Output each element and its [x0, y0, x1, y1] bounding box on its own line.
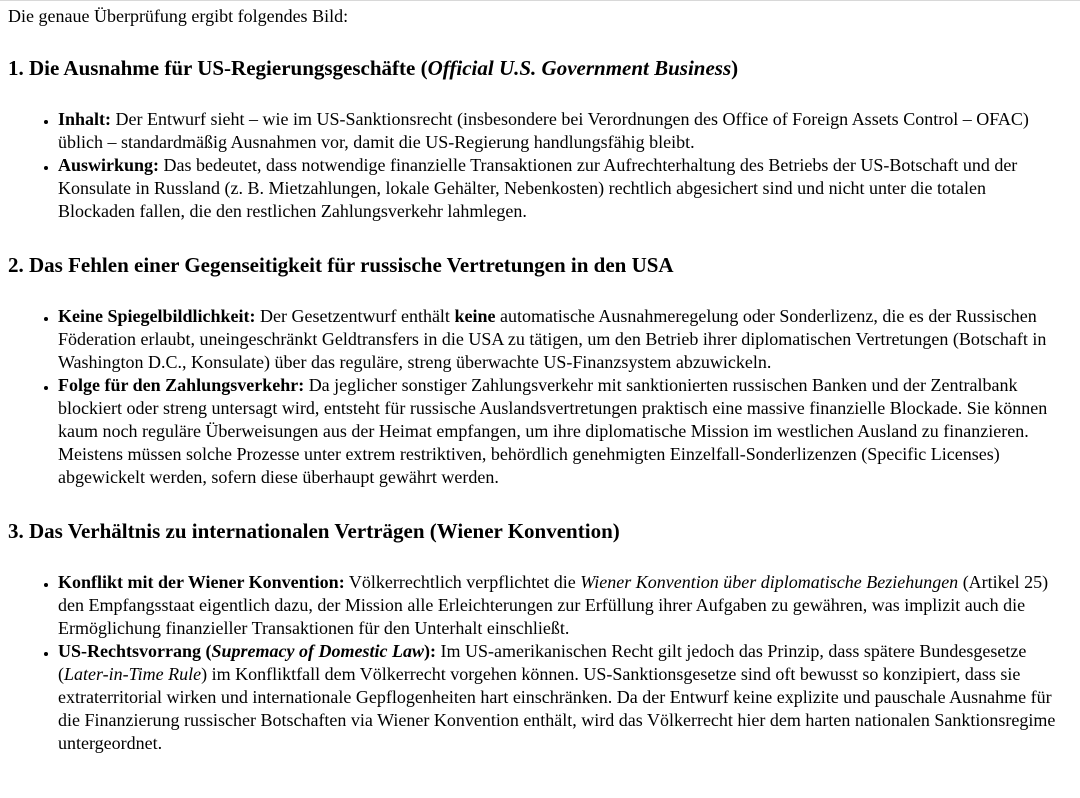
document-body — [0, 1, 1080, 755]
item-label: Auswirkung: — [58, 155, 160, 175]
section-3-list — [8, 571, 1060, 755]
item-label: Inhalt: — [58, 109, 112, 129]
item-label: Keine Spiegelbildlichkeit: — [58, 306, 256, 326]
list-item — [58, 571, 1060, 640]
item-label — [58, 641, 436, 661]
list-item — [58, 640, 1060, 755]
section-1-title-emphasis: Official U.S. Government Business — [427, 56, 732, 80]
section-3-heading: 3. Das Verhältnis zu internationalen Verträgen (Wiener Konvention) — [8, 519, 620, 543]
list-item — [58, 154, 1060, 223]
item-emphasis: keine — [454, 306, 496, 326]
item-text: Das bedeutet, dass notwendige finanzielle Transaktionen zur Aufrechterhaltung des Betriebs der US-Botschaft und der Konsulate in Russland (z. B. Mietzahlungen, lokale Gehälter, Nebenkosten) rechtlich abgesichert sind und nicht unter die totalen Blockaden fallen, die den restlichen Zahlungsverkehr lahmlegen. — [58, 155, 1018, 221]
item-emphasis: Wiener Konvention über diplomatische Beziehungen — [580, 572, 959, 592]
section-1-heading — [8, 55, 1060, 81]
item-emphasis: Later-in-Time Rule — [64, 664, 202, 684]
list-item — [58, 108, 1060, 154]
section-2-heading: 2. Das Fehlen einer Gegenseitigkeit für russische Vertretungen in den USA — [8, 253, 674, 277]
item-label-part: US-Rechtsvorrang ( — [58, 641, 212, 661]
item-label: Folge für den Zahlungsverkehr: — [58, 375, 305, 395]
item-text: (Artikel 25) den Empfangsstaat eigentlich dazu, der Mission alle Erleichterungen zur Erfüllung ihrer Aufgaben zu gewähren, was implizit auch die Ermöglichung finanzieller Transaktionen für den Unterhalt einschließt. — [58, 572, 1049, 638]
item-text: Der Gesetzentwurf enthält — [255, 306, 455, 326]
item-label-emphasis: Supremacy of Domestic Law — [211, 641, 424, 661]
section-1-title-part: 1. Die Ausnahme für US-Regierungsgeschäfte ( — [8, 56, 428, 80]
item-text: ) im Konfliktfall dem Völkerrecht vorgehen können. US-Sanktionsgesetze sind oft bewusst so konzipiert, dass sie extraterritorial wirken und internationale Gepflogenheiten hart einschränken. Da der Entwurf keine explizite und pauschale Ausnahme für die Finanzierung russischer Botschaften via Wiener Konvention enthält, wird das Völkerrecht hier dem harten nationalen Sanktionsregime untergeordnet. — [58, 664, 1056, 753]
item-text: Der Entwurf sieht – wie im US-Sanktionsrecht (insbesondere bei Verordnungen des Office of Foreign Assets Control – OFAC) üblich – standardmäßig Ausnahmen vor, damit die US-Regierung handlungsfähig bleibt. — [58, 109, 1029, 152]
section-1-title-close: ) — [731, 56, 739, 80]
section-2-list — [8, 305, 1060, 489]
item-text: Da jeglicher sonstiger Zahlungsverkehr mit sanktionierten russischen Banken und der Zentralbank blockiert oder streng untersagt wird, entsteht für russische Auslandsvertretungen praktisch eine massive finanzielle Blockade. Sie können kaum noch reguläre Überweisungen aus der Heimat empfangen, um ihre diplomatische Mission im westlichen Ausland zu finanzieren. Meistens müssen solche Prozesse unter extrem restriktiven, behördlich genehmigten Einzelfall-Sonderlizenzen (Specific Licenses) abgewickelt werden, sofern diese überhaupt gewährt werden. — [58, 375, 1048, 487]
section-1-list — [8, 108, 1060, 223]
list-item — [58, 305, 1060, 374]
item-text: automatische Ausnahmeregelung oder Sonderlizenz, die es der Russischen Föderation erlaubt, uneingeschränkt Geldtransfers in die USA zu tätigen, um den Betrieb ihrer diplomatischen Vertretungen (Botschaft in Washington D.C., Konsulate) über das reguläre, streng überwachte US-Finanzsystem abzuwickeln. — [58, 306, 1047, 372]
intro-text: Die genaue Überprüfung ergibt folgendes Bild: — [8, 6, 349, 26]
list-item — [58, 374, 1060, 489]
item-label-close: ): — [423, 641, 436, 661]
item-text: Völkerrechtlich verpflichtet die — [344, 572, 581, 592]
item-label: Konflikt mit der Wiener Konvention: — [58, 572, 345, 592]
item-text: Im US-amerikanischen Recht gilt jedoch das Prinzip, dass spätere Bundesgesetze ( — [58, 641, 1027, 684]
